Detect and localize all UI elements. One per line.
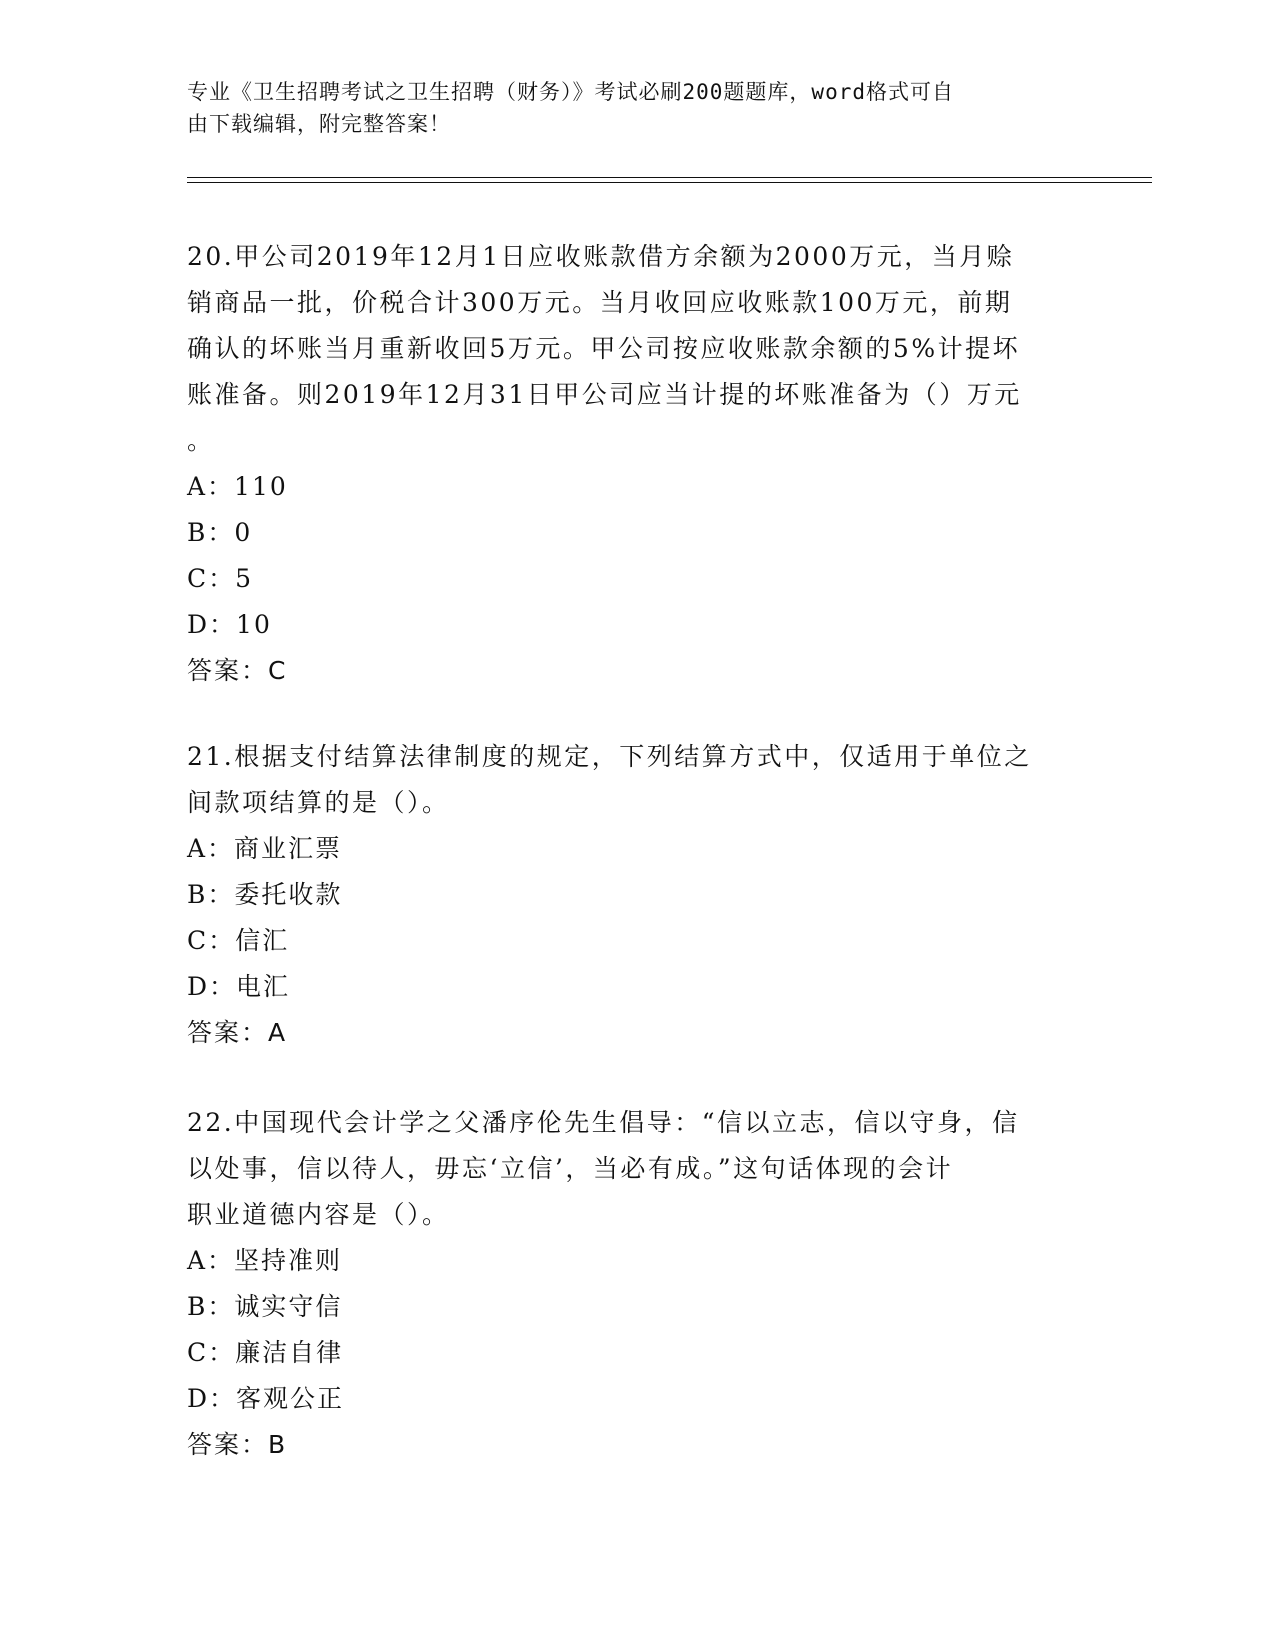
option-c: C：5 [187,564,254,593]
option-c: C：廉洁自律 [187,1338,344,1367]
option-d: D：电汇 [187,972,291,1001]
answer-line: 答案：A [187,1018,288,1047]
stem-line: 22.中国现代会计学之父潘序伦先生倡导：“信以立志，信以守身，信 [187,1108,1020,1137]
stem-line: 职业道德内容是（）。 [187,1200,450,1229]
header-divider [187,177,1152,178]
question-stem [187,1100,1087,1238]
stem-line: 销商品一批，价税合计300万元。当月收回应收账款100万元，前期 [187,288,1013,317]
question-21 [187,734,1087,1056]
question-22 [187,1100,1087,1468]
option-b: B：0 [187,518,253,547]
option-d: D：客观公正 [187,1384,345,1413]
option-c: C：信汇 [187,926,290,955]
stem-line: 21.根据支付结算法律制度的规定，下列结算方式中，仅适用于单位之 [187,742,1032,771]
option-a: A：坚持准则 [187,1246,343,1275]
stem-line: 间款项结算的是（）。 [187,788,450,817]
stem-line: 以处事，信以待人，毋忘‘立信’，当必有成。”这句话体现的会计 [187,1154,954,1183]
header-line: 专业《卫生招聘考试之卫生招聘（财务）》考试必刷200题题库，word格式可自 [187,80,954,104]
option-b: B：诚实守信 [187,1292,343,1321]
stem-line: 账准备。则2019年12月31日甲公司应当计提的坏账准备为（）万元 [187,380,1022,409]
document-header [187,76,1067,140]
answer-line: 答案：C [187,656,288,685]
question-stem [187,234,1087,464]
option-a: A：商业汇票 [187,834,343,863]
option-b: B：委托收款 [187,880,343,909]
stem-line: 20.甲公司2019年12月1日应收账款借方余额为2000万元，当月赊 [187,242,1015,271]
stem-line: 。 [187,426,215,455]
stem-line: 确认的坏账当月重新收回5万元。甲公司按应收账款余额的5%计提坏 [187,334,1021,363]
header-divider [187,182,1152,183]
question-stem [187,734,1087,826]
option-d: D：10 [187,610,272,639]
answer-line: 答案：B [187,1430,288,1459]
option-a: A：110 [187,472,288,501]
header-line: 由下载编辑，附完整答案！ [187,112,451,136]
question-20 [187,234,1087,694]
